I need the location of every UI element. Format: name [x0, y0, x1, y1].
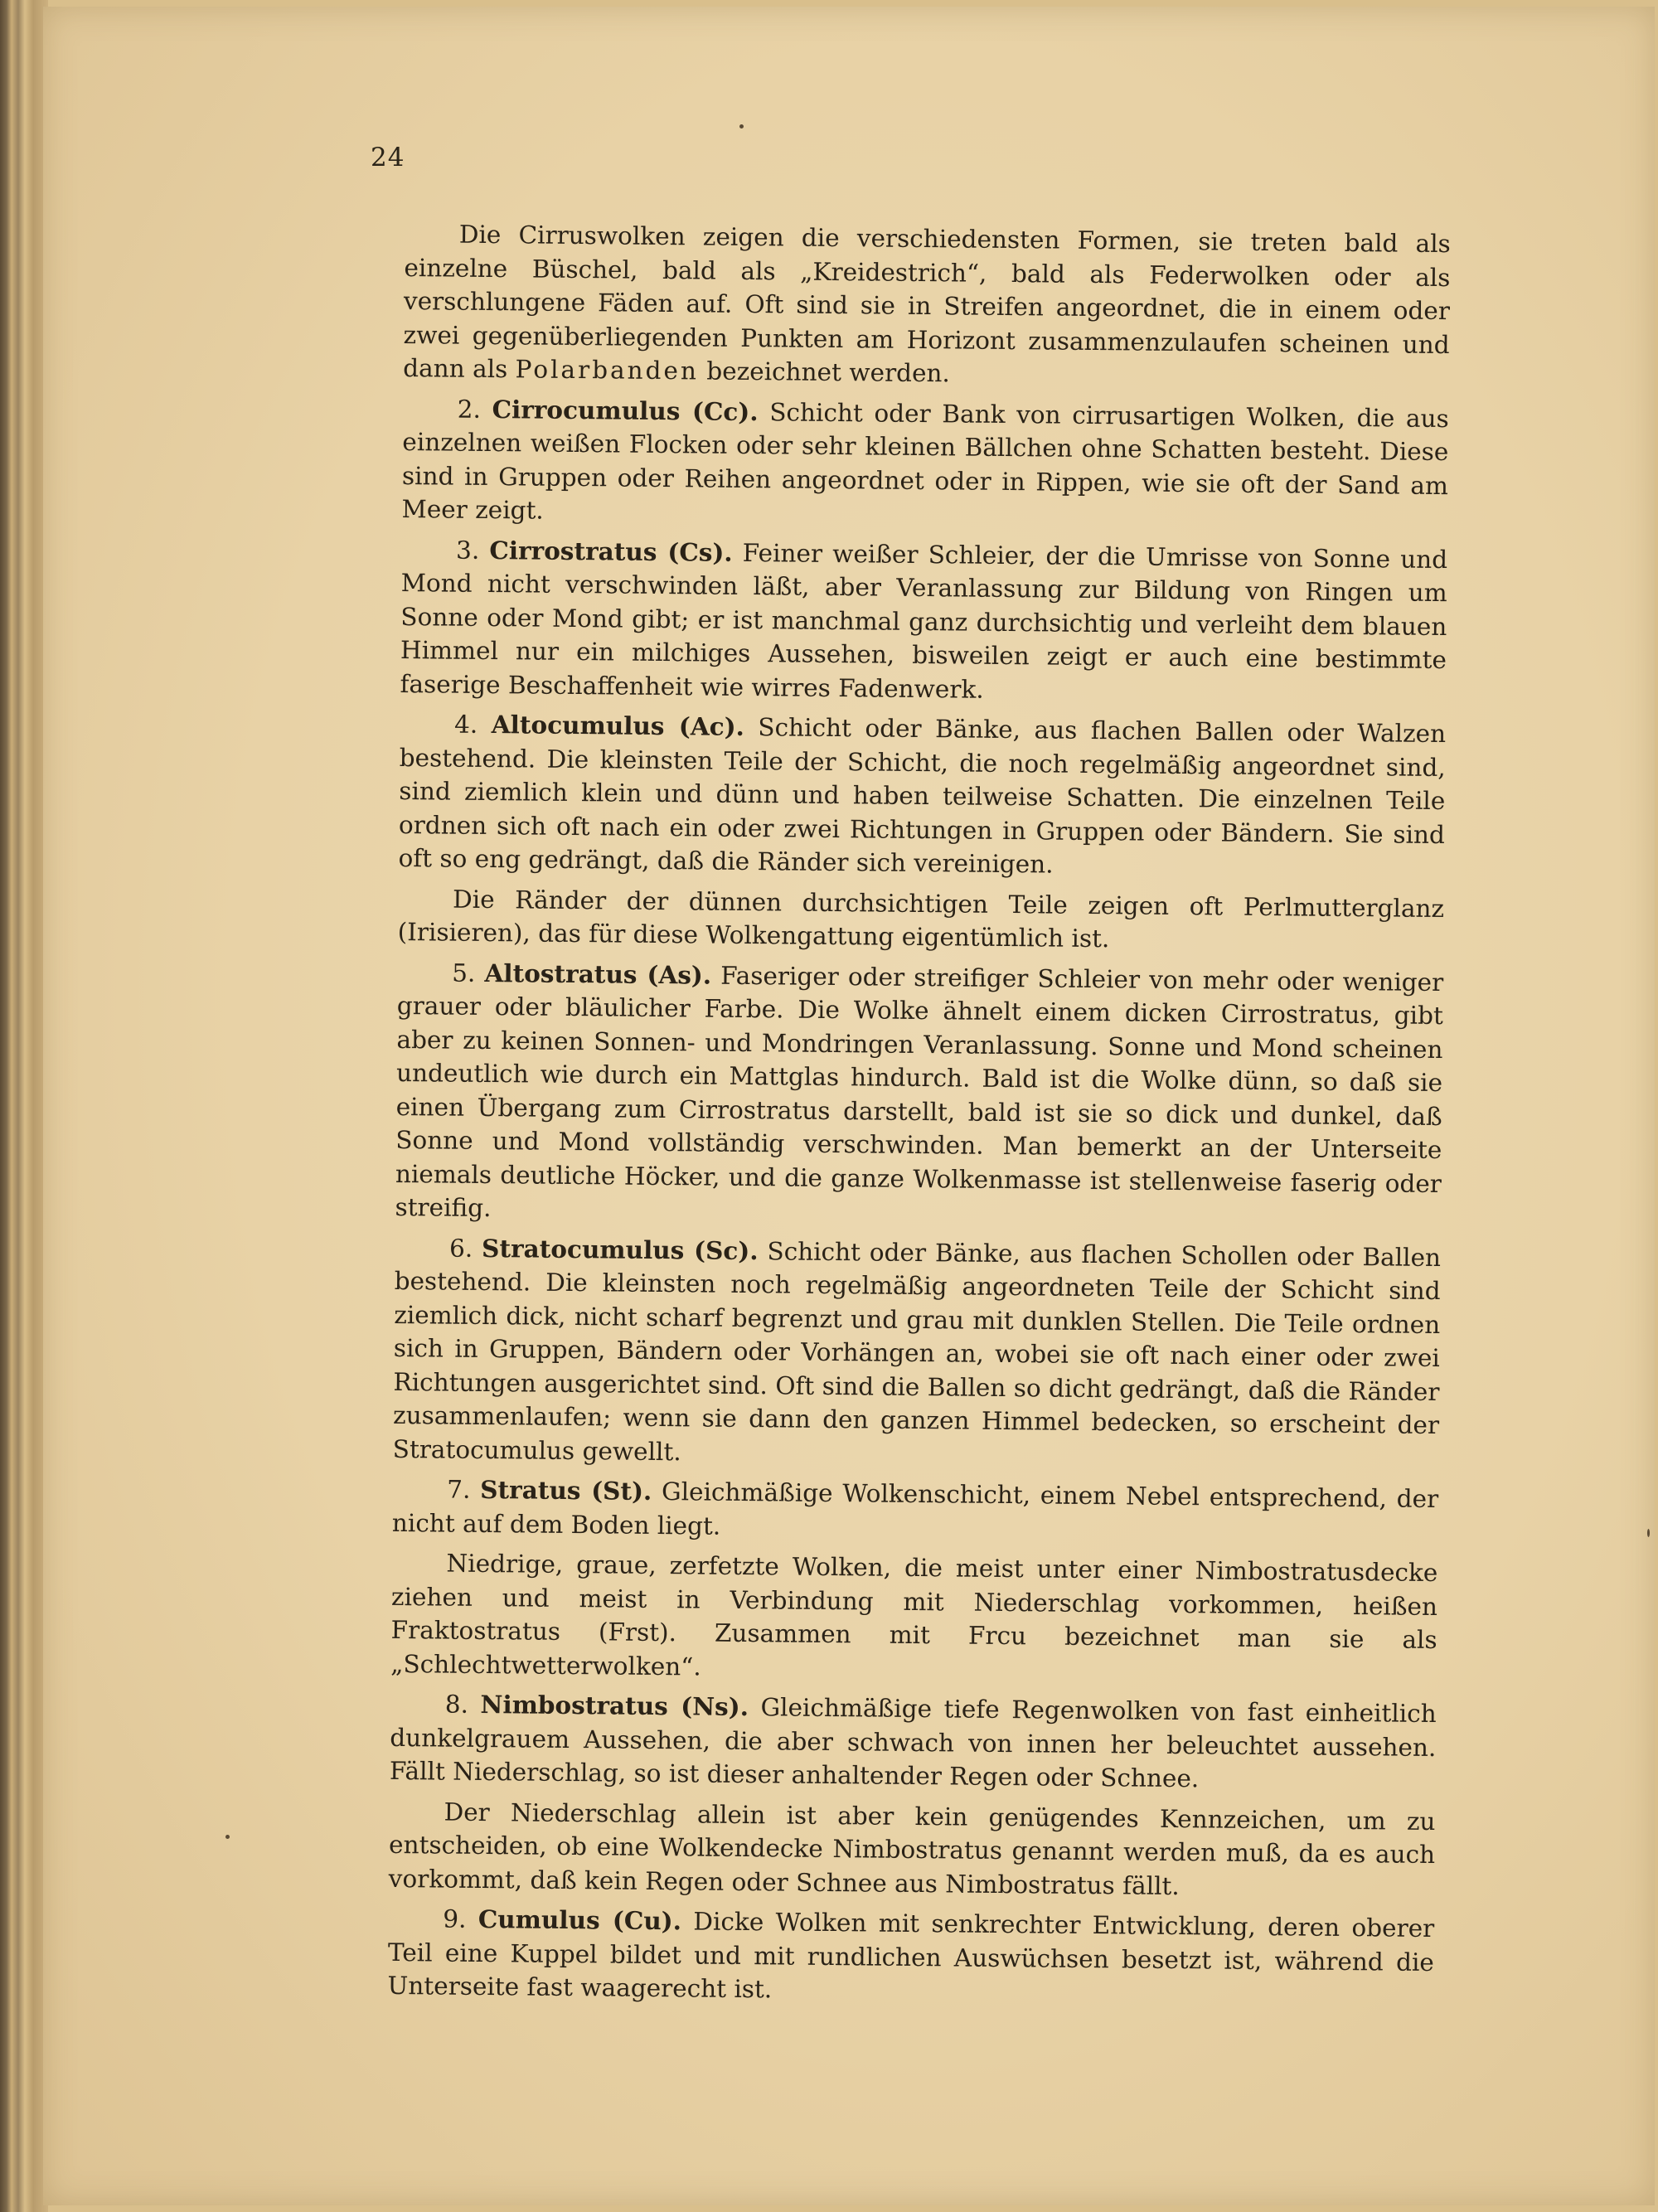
paragraph-tail: bezeichnet werden.: [698, 357, 951, 388]
paragraph-stratus: [392, 1472, 1439, 1550]
paragraph-text: Feiner weißer Schleier, der die Umrisse von Sonne und Mond nicht verschwinden läßt, aber Veranlassung zur Bildung von Ringen um Sonne oder Mond gibt; er ist manchmal ganz durchsichtig und verleiht dem blauen Himmel nur ein milchiges Aussehen, bisweilen zeigt er auch eine bestimmte faserige Beschaffenheit wie wirres Fadenwerk.: [400, 538, 1448, 704]
paragraph-term: Cirrostratus (Cs).: [489, 535, 733, 567]
page-number: 24: [371, 143, 405, 172]
paragraph-text: Die Cirruswolken zeigen die verschiedensten Formen, sie treten bald als einzelne Büschel, bald als „Kreidestrich“, bald als Federwolken oder als verschlungene Fäden auf. Oft sind sie in Streifen angeordnet, die in einem oder zwei gegenüberliegenden Punkten am Horizont zusammenzulaufen scheinen und dann als: [403, 220, 1451, 384]
paragraph-term: Altostratus (As).: [484, 958, 712, 990]
paper-speck: [1647, 1529, 1650, 1537]
paragraph-lead: 2.: [457, 395, 492, 424]
paragraph-text: Niedrige, graue, zerfetzte Wolken, die meist unter einer Nimbostratusdecke ziehen und meist in Verbindung mit Niederschlag vorkommen, heißen Fraktostratus (Frst). Zusammen mit Frcu bezeichnet man sie als „Schlechtwetterwolken“.: [390, 1549, 1438, 1681]
paragraph-text: Schicht oder Bänke, aus flachen Schollen oder Ballen bestehend. Die kleinsten noch regelmäßig angeordneten Teile der Schicht sind ziemlich dick, nicht scharf begrenzt und grau mit dunklen Stellen. Die Teile ordnen sich in Gruppen, Bändern oder Vorhängen an, wobei sie oft nach einer oder zwei Richtungen ausgerichtet sind. Oft sind die Ballen so dicht gedrängt, daß die Ränder zusammenlaufen; wenn sie dann den ganzen Himmel bedecken, so erscheint der Stratocumulus gewellt.: [392, 1236, 1442, 1466]
paragraph-lead: 6.: [448, 1234, 482, 1263]
paragraph-text: Faseriger oder streifiger Schleier von mehr oder weniger grauer oder bläulicher Farbe. Die Wolke ähnelt einem dicken Cirrostratus, gibt aber zu keinen Sonnen- und Mondringen Veranlassung. Sonne und Mond scheinen undeutlich wie durch ein Mattglas hindurch. Bald ist die Wolke dünn, so daß sie einen Übergang zum Cirrostratus darstellt, bald ist sie so dick und dunkel, daß Sonne und Mond vollständig verschwinden. Man bemerkt an der Unterseite niemals deutliche Höcker, und die ganze Wolkenmasse ist stellenweise faserig oder streifig.: [395, 961, 1444, 1223]
paragraph-text: Die Ränder der dünnen durchsichtigen Teile zeigen oft Perlmutterglanz (Irisieren), das für diese Wolkengattung eigentümlich ist.: [397, 885, 1445, 953]
paper-speck: [225, 1835, 230, 1839]
paragraph-fraktostratus: [390, 1546, 1437, 1691]
paragraph-cumulus: [387, 1902, 1434, 2013]
paragraph-term: Cumulus (Cu).: [478, 1904, 682, 1936]
paragraph-lead: 5.: [452, 958, 485, 987]
paragraph-text: Gleichmäßige Wolkenschicht, einem Nebel entsprechend, der nicht auf dem Boden liegt.: [391, 1477, 1439, 1540]
body-text: [387, 217, 1451, 2020]
paragraph-cirrocumulus: [401, 391, 1448, 536]
paragraph-nimbostratus: [390, 1687, 1437, 1798]
paragraph-term: Cirrocumulus (Cc).: [492, 394, 759, 426]
paragraph-stratocumulus: [393, 1230, 1442, 1476]
paper-speck: [739, 124, 744, 129]
paragraph-lead: 4.: [453, 710, 492, 740]
paragraph-text: Schicht oder Bänke, aus flachen Ballen oder Walzen bestehend. Die kleinsten Teile der Schicht, die noch regelmäßig angeordnet sind, sind ziemlich klein und dünn und haben teilweise Schatten. Die einzelnen Teile ordnen sich oft nach ein oder zwei Richtungen in Gruppen oder Bändern. Sie sind oft so eng gedrängt, daß die Ränder sich vereinigen.: [398, 712, 1447, 879]
paragraph-term: Altocumulus (Ac).: [491, 710, 745, 741]
paragraph-term: Stratus (St).: [480, 1474, 652, 1506]
paragraph-text: Gleichmäßige tiefe Regenwolken von fast einheitlich dunkelgrauem Aussehen, die aber schwach von innen her beleuchtet aussehen. Fällt Niederschlag, so ist dieser anhaltender Regen oder Schnee.: [389, 1693, 1437, 1793]
paragraph-lead: 3.: [455, 536, 490, 565]
paragraph-spaced-term: Polarbanden: [515, 355, 700, 386]
paragraph-term: Nimbostratus (Ns).: [480, 1689, 749, 1722]
book-spine-edge: [0, 0, 48, 2212]
paragraph-term: Stratocumulus (Sc).: [481, 1233, 759, 1265]
paragraph-cirrus-intro: [403, 217, 1451, 395]
paragraph-text: Der Niederschlag allein ist aber kein genügendes Kennzeichen, um zu entscheiden, ob eine Wolkendecke Nimbostratus genannt werden muß, da es auch vorkommt, daß kein Regen oder Schnee aus Nimbostratus fällt.: [388, 1797, 1436, 1900]
paragraph-altostratus: [395, 955, 1443, 1234]
paragraph-altocumulus-note: [398, 881, 1445, 958]
paragraph-text: Schicht oder Bank von cirrusartigen Wolken, die aus einzelnen weißen Flocken oder sehr kleinen Bällchen ohne Schatten besteht. Diese sind in Gruppen oder Reihen angeordnet oder in Rippen, wie sie oft der Sand am Meer zeigt.: [401, 397, 1449, 525]
paragraph-cirrostratus: [400, 532, 1447, 711]
paragraph-lead: 9.: [443, 1904, 478, 1933]
paragraph-text: Dicke Wolken mit senkrechter Entwicklung, deren oberer Teil eine Kuppel bildet und mit rundlichen Auswüchsen besetzt ist, während die Unterseite fast waagerecht ist.: [387, 1907, 1435, 2004]
paragraph-nimbostratus-note: [389, 1794, 1436, 1905]
paragraph-altocumulus: [398, 707, 1446, 885]
paragraph-lead: 8.: [444, 1690, 481, 1719]
paragraph-lead: 7.: [447, 1475, 481, 1504]
